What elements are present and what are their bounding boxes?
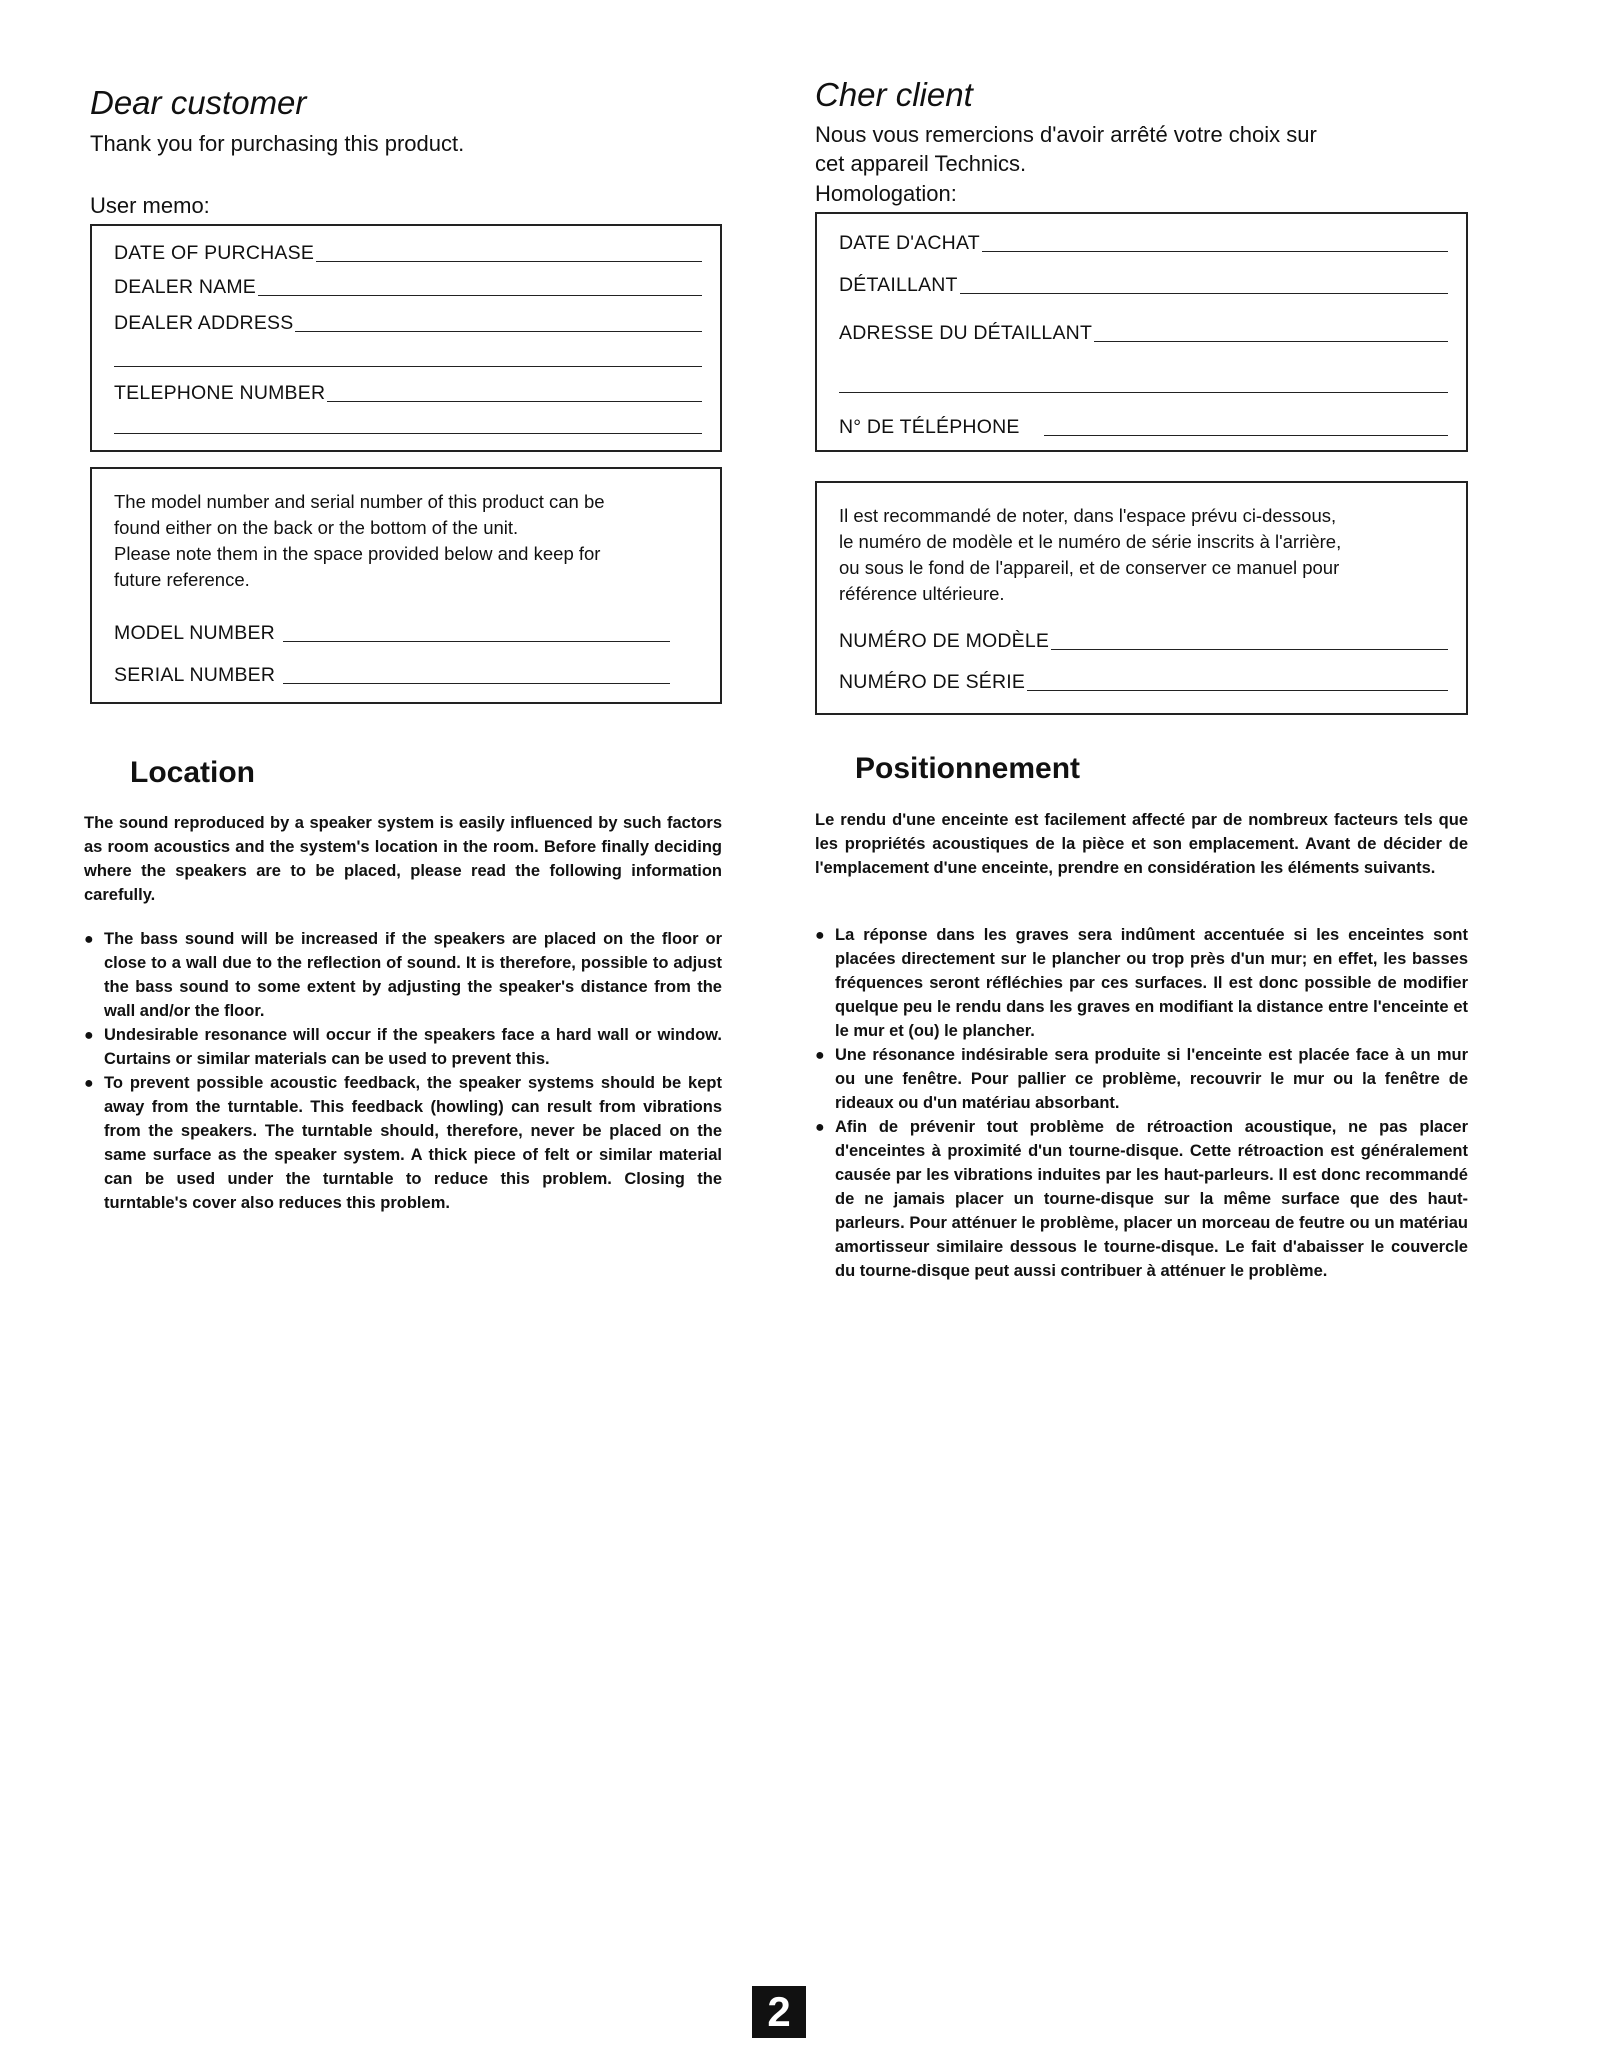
numero-serie-field: [839, 666, 1448, 696]
location-bullets: [84, 927, 722, 1215]
dealer-address-label: DEALER ADDRESS: [114, 312, 294, 334]
fill-line: [1044, 435, 1448, 436]
model-serial-box: [90, 467, 722, 704]
fill-line: [283, 641, 670, 642]
blank-line: [114, 366, 702, 367]
thanks-line: cet appareil Technics.: [815, 151, 1027, 176]
adresse-detaillant-field: [839, 317, 1448, 347]
thanks-line: Nous vous remercions d'avoir arrêté votre choix sur: [815, 122, 1317, 147]
bullet-icon: ●: [84, 1075, 94, 1092]
blank-line: [114, 433, 702, 434]
bullet-icon: ●: [815, 1047, 825, 1064]
page-number: 2: [752, 1986, 806, 2038]
telephone-fr-label: N° DE TÉLÉPHONE: [839, 416, 1020, 438]
bullet-icon: ●: [815, 927, 825, 944]
numero-modele-label: NUMÉRO DE MODÈLE: [839, 630, 1050, 652]
serial-number-field: [114, 659, 670, 689]
notice-line: future reference.: [114, 569, 250, 590]
detaillant-field: [839, 269, 1448, 299]
greeting-en: Dear customer: [90, 84, 307, 121]
dealer-address-field: [114, 307, 702, 337]
bullet-item: ● To prevent possible acoustic feedback, the speaker systems should be kept away from the turntable. This feedback (howling) can result from vibrations from the speakers. The turntable should, therefore, never be placed on the same surface as the speaker system. A thick piece of felt or similar material can be used under the turntable to reduce this problem. Closing the turntable's cover also reduces this problem.: [84, 1074, 722, 1212]
notice-line: Il est recommandé de noter, dans l'espace prévu ci-dessous,: [839, 505, 1337, 526]
detaillant-label: DÉTAILLANT: [839, 274, 958, 296]
telephone-fr-field: [839, 411, 1448, 441]
model-serial-notice: [114, 489, 605, 593]
fill-line: [982, 251, 1448, 252]
homologation-box: [815, 212, 1468, 452]
user-memo-label: User memo:: [90, 193, 210, 218]
bullet-icon: ●: [84, 1027, 94, 1044]
thanks-text-fr: [815, 120, 1317, 178]
location-paragraph: The sound reproduced by a speaker system is easily influenced by such factors as room acoustics and the system's location in the room. Before finally deciding where the speakers are to be placed, please read the following information carefully.: [84, 814, 722, 904]
fill-line: [316, 261, 702, 262]
model-number-label: MODEL NUMBER: [114, 622, 275, 644]
date-of-purchase-field: [114, 237, 702, 267]
bullet-item: ● Undesirable resonance will occur if the speakers face a hard wall or window. Curtains or similar materials can be used to prevent this.: [84, 1026, 722, 1068]
serial-number-label: SERIAL NUMBER: [114, 664, 276, 686]
bullet-icon: ●: [815, 1119, 825, 1136]
bullet-item: ● The bass sound will be increased if the speakers are placed on the floor or close to a wall due to the reflection of sound. It is therefore, possible to adjust the bass sound to some extent by adjusting the speaker's distance from the wall and/or the floor.: [84, 930, 722, 1020]
adresse-detaillant-label: ADRESSE DU DÉTAILLANT: [839, 322, 1093, 344]
bullet-item: ● La réponse dans les graves sera indûment accentuée si les enceintes sont placées directement sur le plancher ou trop près d'un mur; en effet, les basses fréquences seront réfléchies par ces surfaces. Il est donc possible de modifier quelque peu le rendu dans les graves en modifiant la distance entre l'enceinte et le mur et (ou) le plancher.: [815, 926, 1468, 1040]
fill-line: [327, 401, 702, 402]
user-memo-box: [90, 224, 722, 452]
dealer-name-field: [114, 271, 702, 301]
fill-line: [1027, 690, 1448, 691]
notice-line: référence ultérieure.: [839, 583, 1005, 604]
dealer-name-label: DEALER NAME: [114, 276, 256, 298]
bullet-icon: ●: [84, 931, 94, 948]
thanks-text-en: Thank you for purchasing this product.: [90, 131, 465, 156]
fill-line: [960, 293, 1448, 294]
positionnement-heading: Positionnement: [855, 752, 1081, 785]
numero-modele-field: [839, 625, 1448, 655]
location-heading: Location: [130, 756, 255, 789]
fill-line: [295, 331, 702, 332]
date-achat-field: [839, 227, 1448, 257]
positionnement-paragraph: Le rendu d'une enceinte est facilement affecté par de nombreux facteurs tels que les propriétés acoustiques de la pièce et son emplacement. Avant de décider de l'emplacement d'une enceinte, prendre en considération les éléments suivants.: [815, 811, 1468, 877]
telephone-number-field: [114, 377, 702, 407]
fill-line: [283, 683, 670, 684]
date-achat-label: DATE D'ACHAT: [839, 232, 980, 254]
fill-line: [1094, 341, 1448, 342]
notice-line: le numéro de modèle et le numéro de série inscrits à l'arrière,: [839, 531, 1342, 552]
notice-line: The model number and serial number of this product can be: [114, 491, 605, 512]
model-number-field: [114, 617, 670, 647]
modele-serie-box: [815, 481, 1468, 715]
bullet-item: ● Afin de prévenir tout problème de rétroaction acoustique, ne pas placer d'enceintes à proximité d'un tourne-disque. Cette rétroaction est généralement causée par les vibrations induites par les haut-parleurs. Il est donc recommandé de ne jamais placer un tourne-disque sur la même surface que des haut-parleurs. Pour atténuer le problème, placer un morceau de feutre ou un matériau amortisseur similaire dessous le tourne-disque. Le fait d'abaisser le couvercle du tourne-disque peut aussi contribuer à atténuer le problème.: [815, 1118, 1468, 1280]
homologation-label: Homologation:: [815, 181, 957, 206]
notice-line: Please note them in the space provided below and keep for: [114, 543, 601, 564]
fill-line: [1051, 649, 1448, 650]
greeting-fr: Cher client: [815, 76, 973, 113]
bullet-item: ● Une résonance indésirable sera produite si l'enceinte est placée face à un mur ou une fenêtre. Pour pallier ce problème, recouvrir le mur ou la fenêtre de rideaux ou d'un matériau absorbant.: [815, 1046, 1468, 1112]
positionnement-bullets: [815, 923, 1468, 1283]
telephone-number-label: TELEPHONE NUMBER: [114, 382, 326, 404]
notice-line: found either on the back or the bottom of the unit.: [114, 517, 519, 538]
numero-serie-label: NUMÉRO DE SÉRIE: [839, 671, 1026, 693]
date-of-purchase-label: DATE OF PURCHASE: [114, 242, 315, 264]
notice-line: ou sous le fond de l'appareil, et de conserver ce manuel pour: [839, 557, 1340, 578]
modele-serie-notice: [839, 503, 1341, 607]
blank-line: [839, 392, 1448, 393]
fill-line: [258, 295, 702, 296]
